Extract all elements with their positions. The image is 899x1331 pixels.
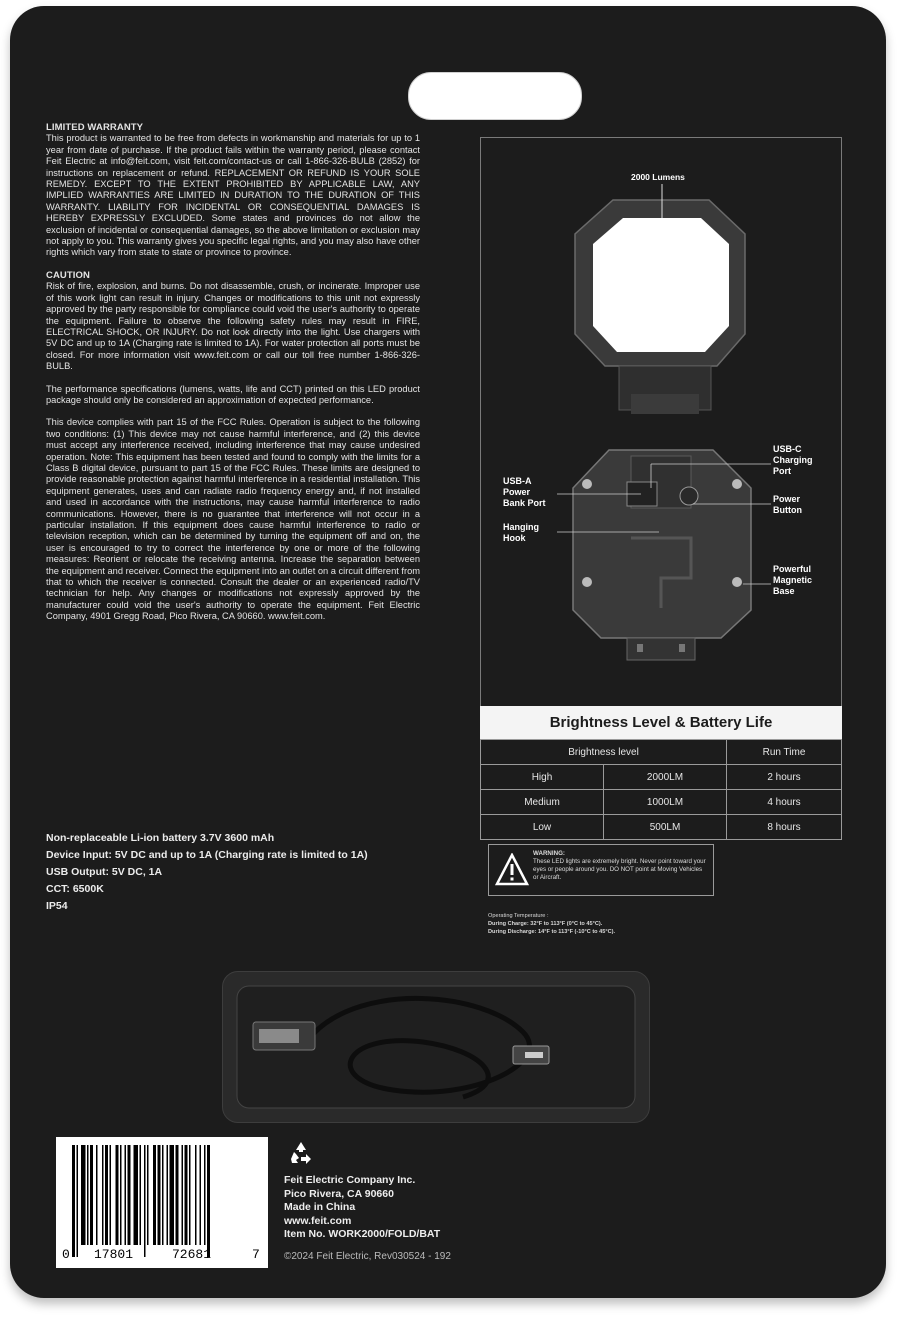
- usb-c-label: USB-C Charging Port: [773, 444, 813, 476]
- power-button-label: Power Button: [773, 494, 802, 515]
- barcode-bar: [182, 1145, 184, 1245]
- barcode-bar: [200, 1145, 202, 1245]
- barcode-bar: [158, 1145, 161, 1245]
- barcode-bar: [207, 1145, 210, 1257]
- barcode-bar: [125, 1145, 127, 1245]
- barcode-bar: [110, 1145, 112, 1245]
- brightness-title: Brightness Level & Battery Life: [480, 706, 842, 739]
- spec-ip: IP54: [46, 900, 68, 912]
- usb-cable-icon: [223, 972, 649, 1122]
- spec-cct: CCT: 6500K: [46, 883, 104, 895]
- company-info: Feit Electric Company Inc. Pico Rivera, CA 90660 Made in China www.feit.com Item No. WORK2000/FOLD/BAT: [284, 1174, 441, 1240]
- barcode-digit-last: 7: [252, 1247, 260, 1262]
- barcode-bar: [134, 1145, 139, 1245]
- cable-blister: [222, 971, 650, 1123]
- performance-text: The performance specifications (lumens, watts, life and CCT) printed on this LED product package should only be considered an approximation of expected performance.: [46, 383, 420, 405]
- barcode-bar: [116, 1145, 119, 1245]
- barcode-bar: [81, 1145, 86, 1245]
- barcode-bar: [144, 1145, 146, 1257]
- barcode-bar: [185, 1145, 188, 1245]
- specs-list: [46, 830, 368, 915]
- barcode-bar: [77, 1145, 79, 1257]
- table-row: High 2000LM 2 hours: [481, 765, 842, 790]
- fcc-text: This device complies with part 15 of the FCC Rules. Operation is subject to the following two conditions: (1) This device may not cause harmful interference, and (2) this device must accept any interference received, including interference that may cause undesired operation. Note: This equipment has been tested and found to comply with the limits for a Class B digital device, pursuant to part 15 of the FCC Rules. These limits are designed to provide reasonable protection against harmful interference in a residential installation. This equipment generates, uses and can radiate radio frequency energy and, if not installed and used in accordance with the instructions, may cause harmful interference to radio communications. However, there is no guarantee that interference will not occur in a particular installation. If this equipment does cause harmful interference to radio or television reception, which can be determined by turning the equipment off and on, the user is encouraged to try to correct the interference by one or more of the following measures: Reorient or relocate the receiving antenna. Increase the separation between the equipment and receiver. Connect the equipment into an outlet on a circuit different from that to which the receiver is connected. Consult the dealer or an experienced radio/TV technician for help. Any changes or modifications not expressly approved by the manufacturer could void the user's authority to operate the equipment. Feit Electric Company, 4901 Gregg Road, Pico Rivera, CA 90660. www.feit.com.: [46, 417, 420, 622]
- barcode-bar: [105, 1145, 108, 1245]
- lumens-label: 2000 Lumens: [631, 172, 685, 182]
- barcode-bar: [90, 1145, 93, 1245]
- barcode-bar: [195, 1145, 197, 1245]
- operating-temperature: Operating Temperature : During Charge: 32°F to 113°F (0°C to 45°C). During Discharge: 14°F to 113°F (-10°C to 45°C).: [488, 913, 616, 935]
- warning-text: WARNING: These LED lights are extremely bright. Never point toward your eyes or people around you. DO NOT point at Moving Vehicles or Aircraft.: [533, 850, 706, 881]
- barcode-bar: [87, 1145, 89, 1245]
- hanging-hook-label: Hanging Hook: [503, 522, 539, 543]
- copyright-text: ©2024 Feit Electric, Rev030524 - 192: [284, 1251, 451, 1262]
- barcode-bar: [72, 1145, 75, 1257]
- warning-triangle-icon: [495, 853, 529, 887]
- barcode-bar: [140, 1145, 142, 1245]
- caution-text: Risk of fire, explosion, and burns. Do not disassemble, crush, or incinerate. Improper use of this work light can result in injury. Changes or modifications to this unit not expressly approved by the party responsible for compliance could void the user's authority to operate the equipment. Failure to observe the following safety rules may result in FIRE, ELECTRICAL SHOCK, OR INJURY. Do not look directly into the light. Use chargers with 5V DC and up to 1A (Charging rate is limited to 1A). For water protection all ports must be closed. For more information visit www.feit.com or call our toll free number 1-866-326-BULB.: [46, 281, 420, 372]
- table-row: Low 500LM 8 hours: [481, 815, 842, 840]
- barcode-bar: [96, 1145, 98, 1245]
- header-run-time: Run Time: [727, 740, 842, 765]
- barcode-digits-left: 17801: [94, 1247, 134, 1262]
- spec-input: Device Input: 5V DC and up to 1A (Charging rate is limited to 1A): [46, 849, 368, 861]
- barcode-bars: [56, 1137, 268, 1268]
- barcode-bar: [162, 1145, 164, 1245]
- caution-heading: CAUTION: [46, 269, 90, 281]
- barcode-bar: [176, 1145, 179, 1245]
- warranty-heading: LIMITED WARRANTY: [46, 122, 144, 133]
- barcode-digit-first: 0: [62, 1247, 70, 1262]
- barcode-digits-right: 72681: [172, 1247, 212, 1262]
- warning-box: [488, 844, 714, 896]
- table-header-row: [481, 740, 842, 765]
- brightness-table: [480, 739, 842, 840]
- usb-a-label: USB-A Power Bank Port: [503, 476, 546, 508]
- light-lens-icon: [593, 218, 729, 352]
- barcode-bar: [120, 1145, 122, 1245]
- hang-hole: [408, 72, 582, 120]
- recycle-icon: [288, 1140, 314, 1166]
- header-brightness-level: Brightness level: [481, 740, 727, 765]
- product-diagram-panel: [480, 137, 842, 707]
- legal-text-column: [46, 122, 420, 634]
- barcode-bar: [167, 1145, 169, 1245]
- magnetic-base-label: Powerful Magnetic Base: [773, 564, 813, 596]
- brightness-table-section: [480, 706, 842, 834]
- spec-battery: Non-replaceable Li-ion battery 3.7V 3600 mAh: [46, 832, 275, 844]
- warranty-text: This product is warranted to be free from defects in workmanship and materials for up to 1 year from date of purchase. If the product fails within the warranty period, please contact Feit Electric at info@feit.com, visit feit.com/contact-us or call 1-866-326-BULB (2852) for instructions on replacement or refund. REPLACEMENT OR REFUND IS YOUR SOLE REMEDY. EXCEPT TO THE EXTENT PROHIBITED BY APPLICABLE LAW, ANY IMPLIED WARRANTIES ARE LIMITED IN DURATION TO THE DURATION OF THIS WARRANTY. LIABILITY FOR INCIDENTAL OR CONSEQUENTIAL DAMAGES IS HEREBY EXPRESSLY EXCLUDED. Some states and provinces do not allow the exclusion of incidental or consequential damages, so the above limitation or exclusion may not apply to you. This warranty gives you specific legal rights, and you may also have other rights which vary from state to state or province to province.: [46, 133, 420, 258]
- work-light-illustration: [481, 138, 841, 706]
- barcode-bar: [189, 1145, 191, 1245]
- barcode-bar: [204, 1145, 206, 1245]
- barcode-bar: [128, 1145, 131, 1245]
- package-back-card: [10, 6, 886, 1298]
- barcode-bar: [147, 1145, 149, 1245]
- spec-usb-output: USB Output: 5V DC, 1A: [46, 866, 163, 878]
- table-row: Medium 1000LM 4 hours: [481, 790, 842, 815]
- barcode-bar: [102, 1145, 104, 1245]
- barcode-bar: [170, 1145, 175, 1245]
- upc-barcode: [56, 1137, 268, 1268]
- barcode-bar: [153, 1145, 156, 1245]
